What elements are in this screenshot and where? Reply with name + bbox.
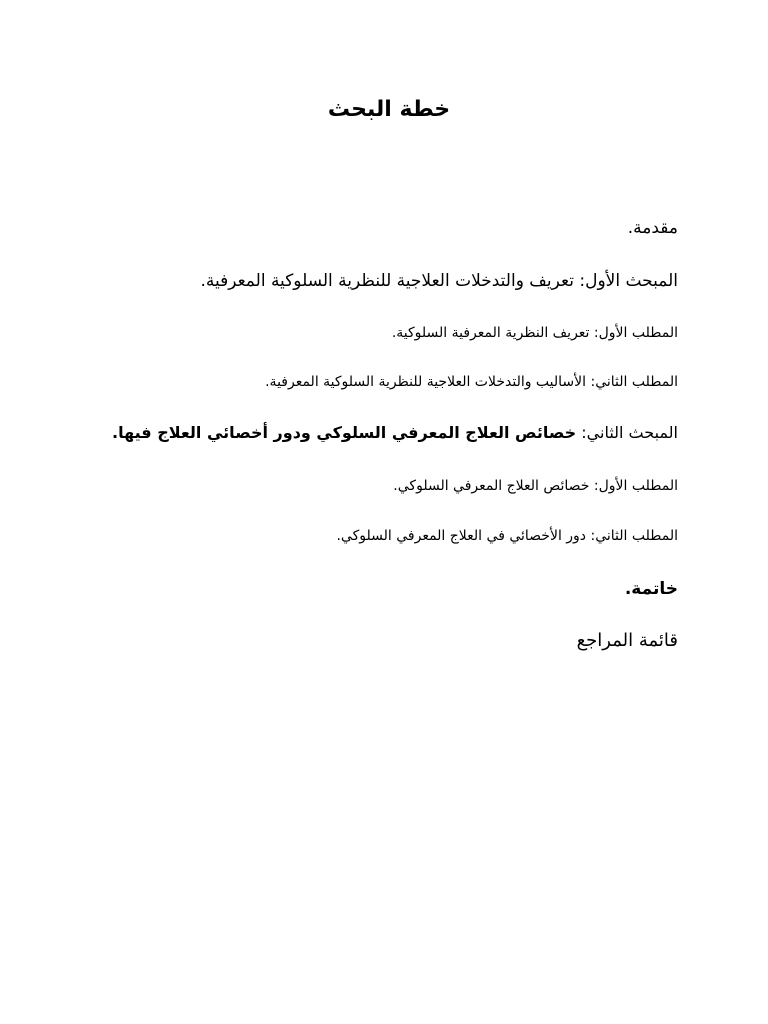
section-1-text: تعريف والتدخلات العلاجية للنظرية السلوكية المعرفية. [200, 271, 574, 291]
section-2-subsection-1-label: المطلب الأول: [593, 478, 678, 494]
section-2-subsection-2-text: دور الأخصائي في العلاج المعرفي السلوكي. [336, 528, 587, 544]
plan-item-section-2-subsection-2 [336, 521, 678, 551]
section-2-text: خصائص العلاج المعرفي السلوكي ودور أخصائي العلاج فيها. [111, 423, 577, 442]
plan-item-section-1-subsection-2 [265, 367, 678, 397]
section-1-subsection-2-text: الأساليب والتدخلات العلاجية للنظرية السلوكية المعرفية. [265, 374, 587, 390]
plan-item-section-1 [200, 266, 678, 296]
plan-item-conclusion: خاتمة. [624, 579, 678, 599]
section-1-subsection-1-label: المطلب الأول: [593, 325, 678, 341]
section-2-label: المبحث الثاني: [581, 423, 678, 442]
plan-item-introduction: مقدمة. [627, 218, 678, 238]
section-2-subsection-2-label: المطلب الثاني: [590, 528, 678, 544]
plan-item-references: قائمة المراجع [576, 630, 678, 651]
plan-item-section-2 [112, 418, 678, 448]
plan-item-section-2-subsection-1 [393, 471, 678, 501]
plan-item-section-1-subsection-1 [392, 318, 678, 348]
section-1-subsection-1-text: تعريف النظرية المعرفية السلوكية. [391, 325, 590, 341]
section-2-subsection-1-text: خصائص العلاج المعرفي السلوكي. [393, 478, 590, 494]
document-title: خطة البحث [327, 97, 451, 122]
section-1-label: المبحث الأول: [579, 271, 678, 291]
section-1-subsection-2-label: المطلب الثاني: [590, 374, 678, 390]
